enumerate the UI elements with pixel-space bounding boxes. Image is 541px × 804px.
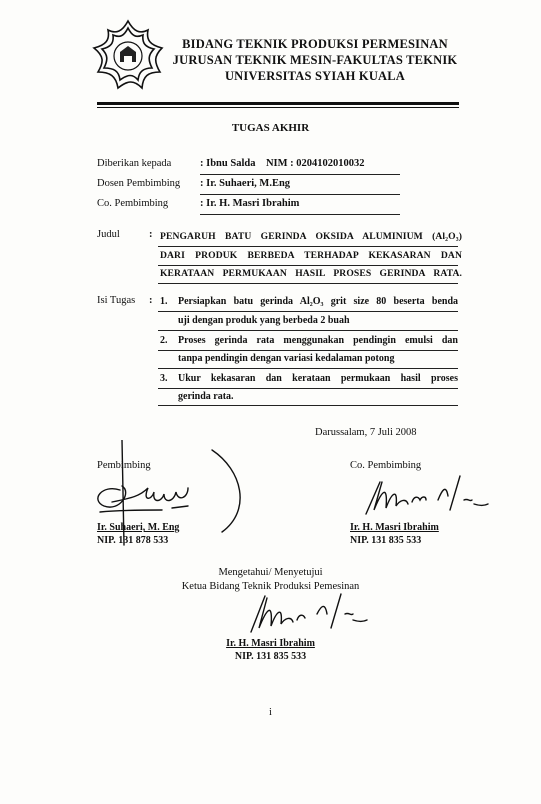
place-date: Darussalam, 7 Juli 2008 <box>315 427 417 438</box>
task-3-line-1: Ukur kekasaran dan kerataan permukaan hasil proses <box>178 373 458 384</box>
isi-colon: : <box>149 295 153 306</box>
coadvisor-signature <box>360 470 490 520</box>
task-1-line-2: uji dengan produk yang berbeda 2 buah <box>178 315 350 326</box>
approval-name: Ir. H. Masri Ibrahim <box>226 638 315 649</box>
underline <box>200 194 400 195</box>
underline <box>158 283 458 284</box>
underline <box>158 330 458 331</box>
advisor-value: : Ir. Suhaeri, M.Eng <box>200 178 291 189</box>
right-sig-nip: NIP. 131 835 533 <box>350 535 422 546</box>
underline <box>158 311 458 312</box>
isi-label: Isi Tugas <box>97 295 136 306</box>
underline <box>158 368 458 369</box>
coadvisor-label: Co. Pembimbing <box>97 198 169 209</box>
header-line-2: JURUSAN TEKNIK MESIN-FAKULTAS TEKNIK <box>172 53 458 67</box>
task-3-line-2: gerinda rata. <box>178 391 234 402</box>
institution-header <box>170 36 460 84</box>
right-sig-role: Co. Pembimbing <box>350 460 422 471</box>
coadvisor-value: : Ir. H. Masri Ibrahim <box>200 198 300 209</box>
judul-label: Judul <box>97 229 120 240</box>
underline <box>158 388 458 389</box>
page-number: i <box>269 707 272 718</box>
given-label: Diberikan kepada <box>97 158 172 169</box>
task-number-2: 2. <box>160 335 168 346</box>
judul-line-3: KERATAAN PERMUKAAN HASIL PROSES GERINDA RATA. <box>160 268 462 279</box>
university-logo-icon <box>90 18 166 94</box>
header-rule-thick <box>97 102 459 105</box>
advisor-signature <box>92 440 262 550</box>
judul-colon: : <box>149 229 153 240</box>
right-sig-name: Ir. H. Masri Ibrahim <box>350 522 439 533</box>
approver-signature <box>245 588 370 638</box>
underline <box>158 350 458 351</box>
advisor-label: Dosen Pembimbing <box>97 178 181 189</box>
task-number-1: 1. <box>160 296 168 307</box>
header-line-1: BIDANG TEKNIK PRODUKSI PERMESINAN <box>182 37 448 51</box>
approval-line-1: Mengetahui/ Menyetujui <box>218 567 323 578</box>
task-1-line-1: Persiapkan batu gerinda Al₂O₃ grit size 80 beserta benda <box>178 296 458 307</box>
left-sig-nip: NIP. 131 878 533 <box>97 535 169 546</box>
underline <box>200 174 400 175</box>
header-rule-thin <box>97 107 459 108</box>
approval-nip: NIP. 131 835 533 <box>234 651 307 662</box>
judul-line-1: PENGARUH BATU GERINDA OKSIDA ALUMINIUM (Al₂O₃) <box>160 231 462 242</box>
underline <box>158 265 458 266</box>
underline <box>158 246 458 247</box>
header-line-3: UNIVERSITAS SYIAH KUALA <box>224 69 406 83</box>
underline <box>158 405 458 406</box>
given-value: : Ibnu Salda NIM : 0204102010032 <box>200 158 365 169</box>
left-sig-name: Ir. Suhaeri, M. Eng <box>97 522 180 533</box>
task-2-line-2: tanpa pendingin dengan variasi kedalaman potong <box>178 353 395 364</box>
underline <box>200 214 400 215</box>
task-number-3: 3. <box>160 373 168 384</box>
page-title: TUGAS AKHIR <box>231 122 310 134</box>
left-sig-role: Pembimbing <box>97 460 151 471</box>
task-2-line-1: Proses gerinda rata menggunakan pendingin emulsi dan <box>178 335 458 346</box>
approval-line-2: Ketua Bidang Teknik Produksi Pemesinan <box>181 581 360 592</box>
judul-line-2: DARI PRODUK BERBEDA TERHADAP KEKASARAN DAN <box>160 250 462 261</box>
